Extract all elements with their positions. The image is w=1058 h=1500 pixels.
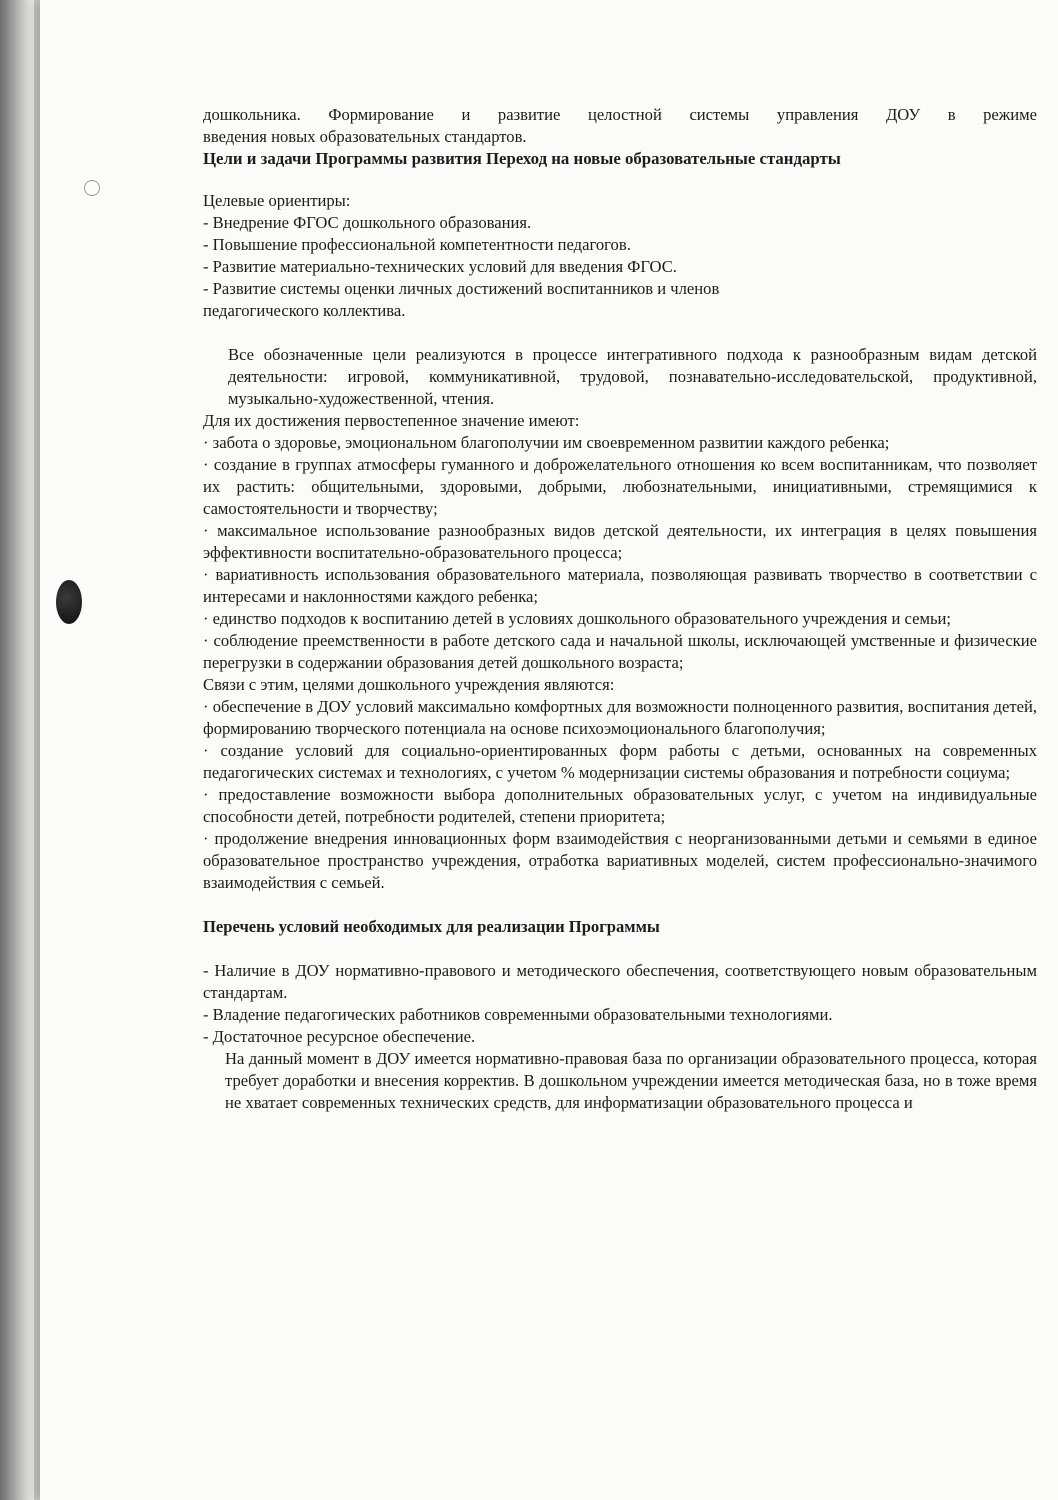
aim-item: · предоставление возможности выбора дополнительных образовательных услуг, с учетом на индивидуальные способности детей, потребности родителей, степени приоритета; (203, 785, 1037, 826)
condition-item: - Наличие в ДОУ нормативно-правового и методического обеспечения, соответствующего новым образовательным стандартам. (203, 961, 1037, 1002)
conditions-heading: Перечень условий необходимых для реализации Программы (203, 917, 660, 936)
all-goals-paragraph: Все обозначенные цели реализуются в процессе интегративного подхода к разнообразным видам детской деятельности: игровой, коммуникативной, трудовой, познавательно-исследовательской, продуктивной, музыкально-художественной, чтения. (228, 345, 1037, 408)
binder-hole (56, 580, 82, 624)
priority-item: · максимальное использование разнообразных видов детской деятельности, их интеграция в целях повышения эффективности воспитательно-образовательного процесса; (203, 521, 1037, 562)
target-item-continuation: педагогического коллектива. (203, 301, 406, 320)
priority-item: · единство подходов к воспитанию детей в условиях дошкольного образовательного учреждения и семьи; (203, 609, 952, 628)
intro-line-2: введения новых образовательных стандартов. (203, 127, 527, 146)
target-item: - Внедрение ФГОС дошкольного образования. (203, 213, 532, 232)
aims-intro: Связи с этим, целями дошкольного учреждения являются: (203, 675, 615, 694)
aim-item: · продолжение внедрения инновационных форм взаимодействия с неорганизованными детьми и семьями в единое образовательное пространство учреждения, отработка вариативных моделей, систем профессионально-значимого взаимодействия с семьей. (203, 829, 1037, 892)
targets-title: Целевые ориентиры: (203, 191, 351, 210)
priority-item: · забота о здоровье, эмоциональном благополучии им своевременном развитии каждого ребенка; (203, 433, 890, 452)
scan-shadow-edge (0, 0, 34, 1500)
aim-item: · создание условий для социально-ориентированных форм работы с детьми, основанных на современных педагогических системах и технологиях, с учетом % модернизации системы образования и потребности социума; (203, 741, 1037, 782)
condition-item: - Достаточное ресурсное обеспечение. (203, 1027, 476, 1046)
final-paragraph: На данный момент в ДОУ имеется нормативно-правовая база по организации образовательного процесса, которая требует доработки и внесения корректив. В дошкольном учреждении имеется методическая база, но в тоже время не хватает современных технических средств, для информатизации образовательного процесса и (225, 1049, 1037, 1112)
target-item: - Развитие системы оценки личных достижений воспитанников и членов (203, 279, 720, 298)
priority-item: · соблюдение преемственности в работе детского сада и начальной школы, исключающей умственные и физические перегрузки в содержании образования детей дошкольного возраста; (203, 631, 1037, 672)
priorities-intro: Для их достижения первостепенное значение имеют: (203, 411, 580, 430)
intro-line-1: дошкольника. Формирование и развитие целостной системы управления ДОУ в режиме (203, 105, 1037, 124)
target-item: - Развитие материально-технических условий для введения ФГОС. (203, 257, 677, 276)
binder-hole-mark (84, 180, 100, 196)
priority-item: · вариативность использования образовательного материала, позволяющая развивать творчество в соответствии с интересами и наклонностями каждого ребенка; (203, 565, 1037, 606)
document-body (203, 104, 1037, 1114)
priority-item: · создание в группах атмосферы гуманного и доброжелательного отношения ко всем воспитанникам, что позволяет их растить: общительными, здоровыми, добрыми, любознательными, инициативными, стремящимися к самостоятельности и творчеству; (203, 455, 1037, 518)
target-item: - Повышение профессиональной компетентности педагогов. (203, 235, 631, 254)
aim-item: · обеспечение в ДОУ условий максимально комфортных для возможности полноценного развития, воспитания детей, формированию творческого потенциала на основе психоэмоционального благополучия; (203, 697, 1037, 738)
goals-heading: Цели и задачи Программы развития Переход на новые образовательные стандарты (203, 149, 841, 168)
condition-item: - Владение педагогических работников современными образовательными технологиями. (203, 1005, 833, 1024)
